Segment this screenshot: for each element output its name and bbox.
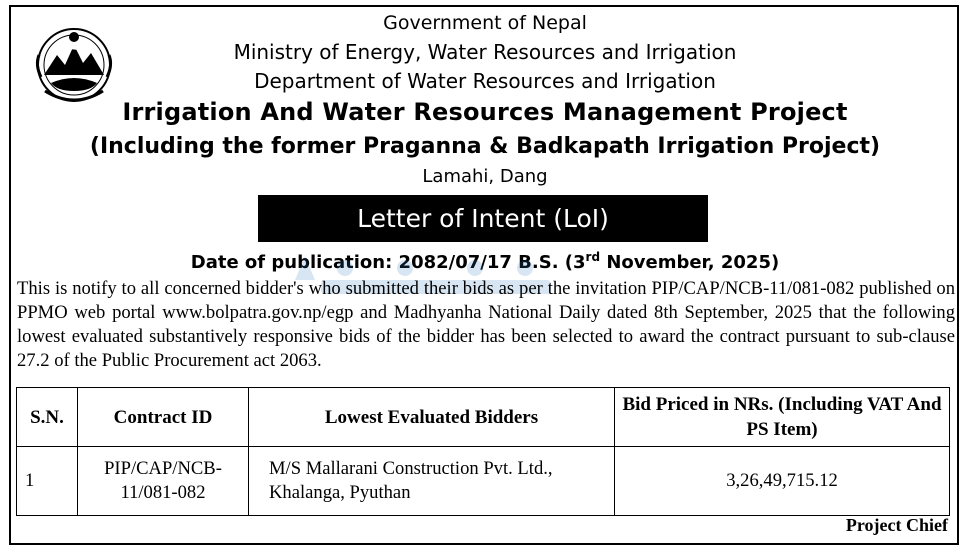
publication-date: Date of publication: 2082/07/17 B.S. (3rd November, 2025) [190,250,780,273]
table-header-row [17,388,950,447]
cell-contract-id: PIP/CAP/NCB-11/081-082 [78,447,249,516]
header-bidder: Lowest Evaluated Bidders [249,388,615,447]
ministry-heading: Ministry of Energy, Water Resources and Irrigation [233,40,737,64]
notice-body: This is notify to all concerned bidder's who submitted their bids as per the invitation PIP/CAP/NCB-11/081-082 published on PPMO web portal www.bolpatra.gov.np/egp and Madhyanha National Daily dated 8th September, 2025 that the following lowest evaluated substantively responsive bids of the bidder has been selected to award the contract pursuant to sub-clause 27.2 of the Public Procurement act 2063. [17,278,955,371]
header-sn: S.N. [17,388,78,447]
department-heading: Department of Water Resources and Irrigation [254,69,716,93]
cell-sn: 1 [17,447,78,516]
table-row [17,447,950,516]
cell-price: 3,26,49,715.12 [615,447,950,516]
header-contract-id: Contract ID [78,388,249,447]
bids-table [16,387,950,516]
project-heading: Irrigation And Water Resources Management Project [122,98,848,126]
government-heading: Government of Nepal [383,12,587,34]
cell-bidder: M/S Mallarani Construction Pvt. Ltd., Khalanga, Pyuthan [249,447,615,516]
project-subheading: (Including the former Praganna & Badkapath Irrigation Project) [89,134,881,159]
notice-title: Letter of Intent (LoI) [258,195,708,242]
signoff: Project Chief [845,515,948,535]
nepal-emblem-icon [31,25,117,107]
header-price: Bid Priced in NRs. (Including VAT And PS Item) [615,388,950,447]
location-heading: Lamahi, Dang [422,166,548,187]
